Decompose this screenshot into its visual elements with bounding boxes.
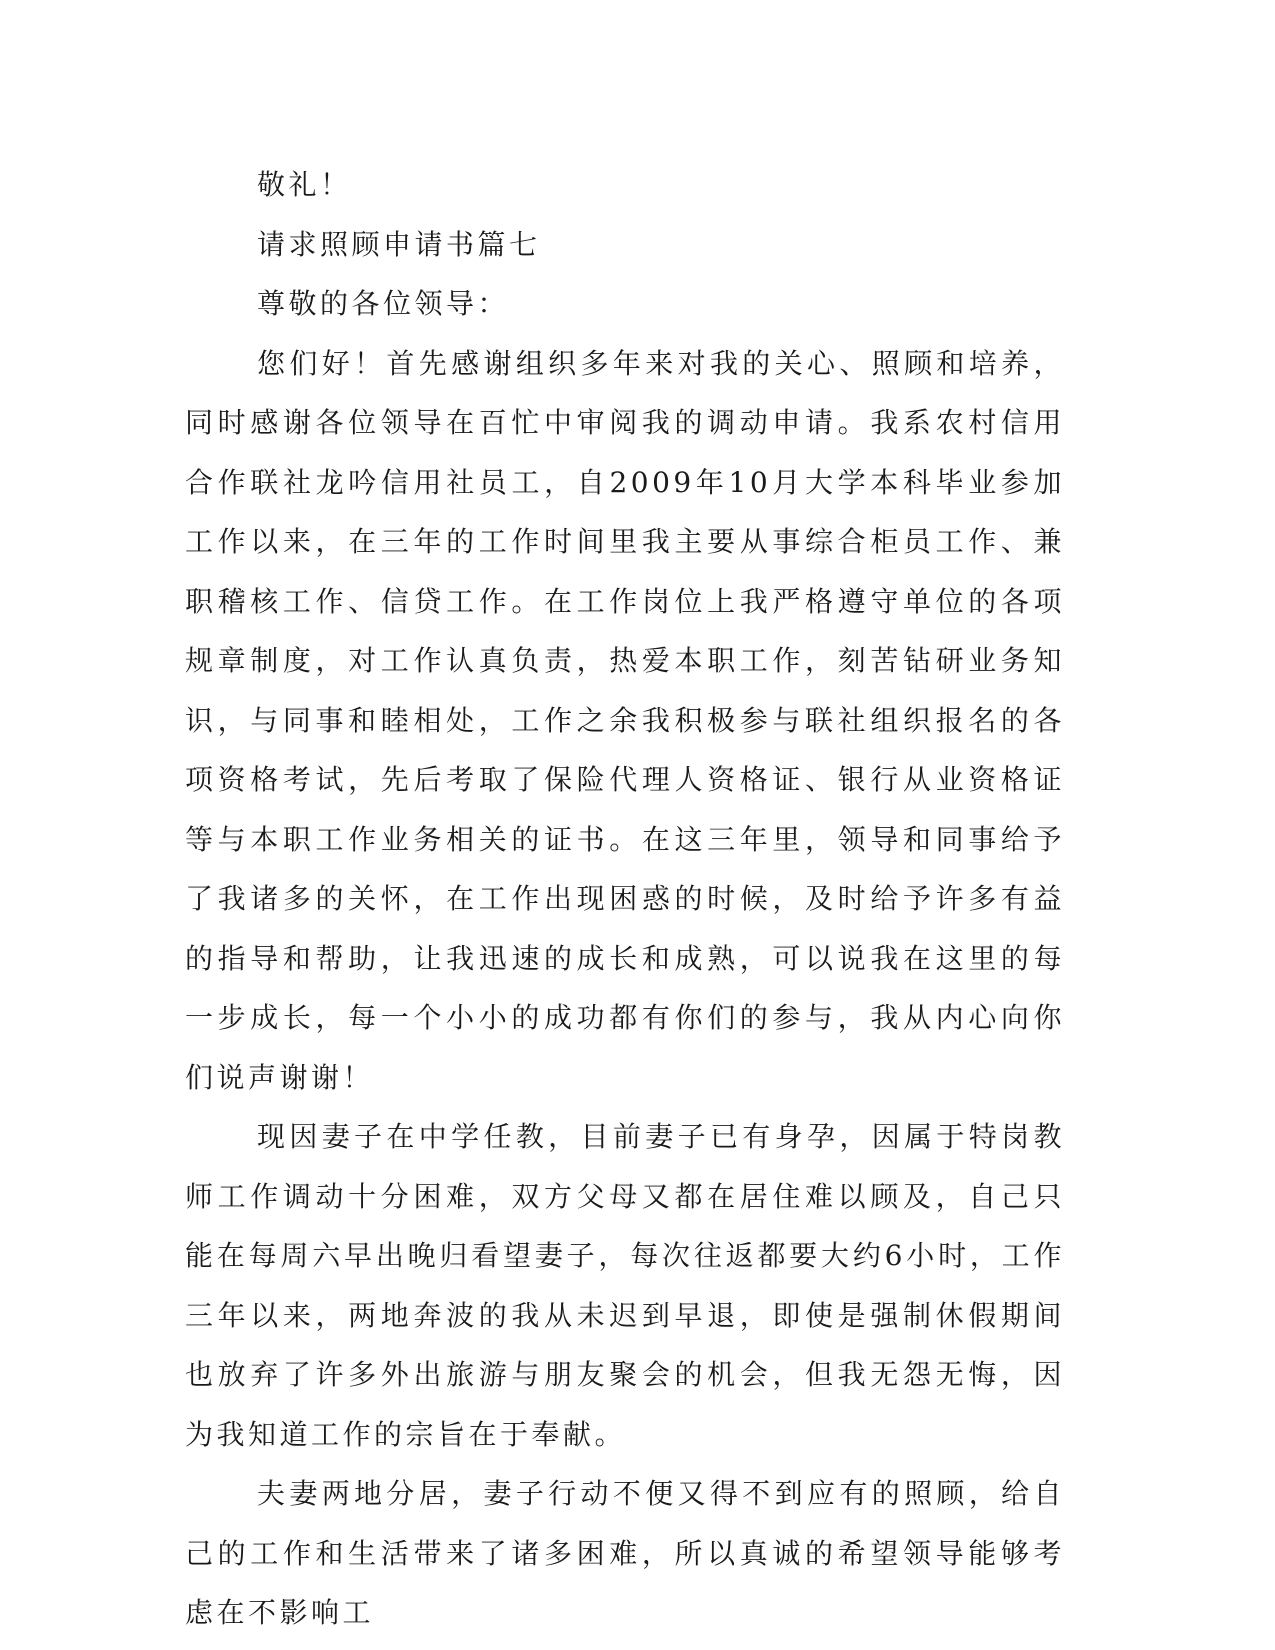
body-paragraph: 您们好！首先感谢组织多年来对我的关心、照顾和培养，同时感谢各位领导在百忙中审阅我的调动申请。我系农村信用合作联社龙吟信用社员工，自2009年10月大学本科毕业参加工作以来，在三年的工作时间里我主要从事综合柜员工作、兼职稽核工作、信贷工作。在工作岗位上我严格遵守单位的各项规章制度，对工作认真负责，热爱本职工作，刻苦钻研业务知识，与同事和睦相处，工作之余我积极参与联社组织报名的各项资格考试，先后考取了保险代理人资格证、银行从业资格证等与本职工作业务相关的证书。在这三年里，领导和同事给予了我诸多的关怀，在工作出现困惑的时候，及时给予许多有益的指导和帮助，让我迅速的成长和成熟，可以说我在这里的每一步成长，每一个小小的成功都有你们的参与，我从内心向你们说声谢谢！ xyxy=(185,346,1065,1094)
section-heading: 请求照顾申请书篇七 xyxy=(257,227,541,261)
document-body xyxy=(185,155,1065,1643)
body-paragraph: 夫妻两地分居，妻子行动不便又得不到应有的照顾，给自己的工作和生活带来了诸多困难，所以真诚的希望领导能够考虑在不影响工 xyxy=(185,1477,1065,1629)
greeting: 尊敬的各位领导： xyxy=(257,287,510,320)
body-paragraph: 现因妻子在中学任教，目前妻子已有身孕，因属于特岗教师工作调动十分困难，双方父母又都在居住难以顾及，自己只能在每周六早出晚归看望妻子，每次往返都要大约6小时，工作三年以来，两地奔波的我从未迟到早退，即使是强制休假期间也放弃了许多外出旅游与朋友聚会的机会，但我无怨无悔，因为我知道工作的宗旨在于奉献。 xyxy=(185,1120,1065,1451)
closing-salutation: 敬礼！ xyxy=(257,168,352,201)
